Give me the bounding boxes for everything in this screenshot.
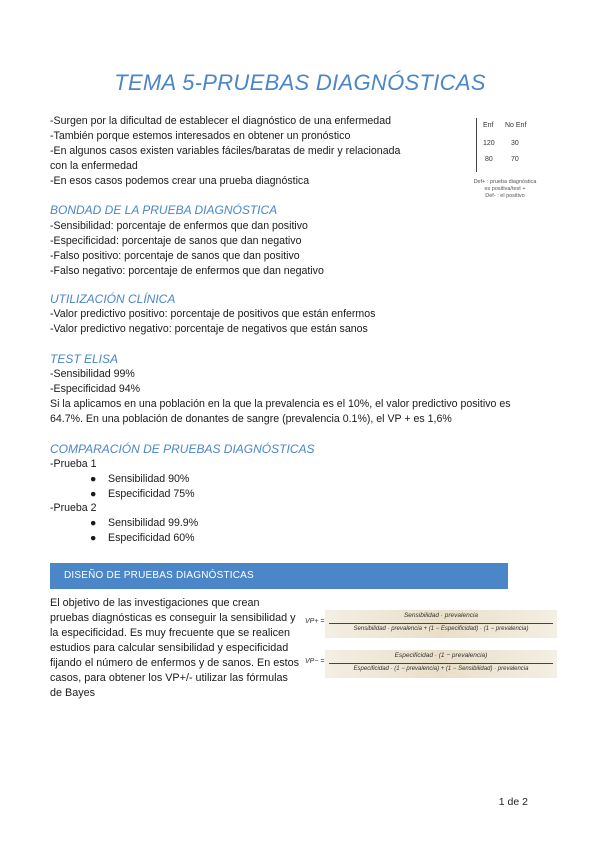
- intro-line: -También porque estemos interesados en obtener un pronóstico: [50, 130, 351, 142]
- formula-denominator: Especificidad · (1 − prevalencia) + (1 − Sensibilidad) · prevalencia: [353, 666, 529, 672]
- caption-line: Def+ : prueba diagnóstica: [473, 179, 537, 185]
- utilizacion-item: -Valor predictivo positivo: porcentaje de positivos que están enfermos: [50, 308, 376, 320]
- elisa-item: Si la aplicamos en una población en la que la prevalencia es el 10%, el valor predictivo positivo es: [50, 398, 511, 410]
- formula-vp-positive: [305, 610, 555, 640]
- contingency-table: [476, 118, 543, 172]
- table-cell: 120: [483, 140, 495, 147]
- table-cell: 30: [511, 140, 519, 147]
- diseno-paragraph: El objetivo de las investigaciones que crean pruebas diagnósticas es conseguir la sensibilidad y la especificidad. Es muy frecuente que se realicen estudios para calcular sensibilidad y especificidad fijando el número de enfermos y de sanos. En estos casos, para obtener los VP+/- utilizar las fórmulas de Bayes: [50, 597, 300, 699]
- caption-line: es positiva/test +: [484, 186, 526, 192]
- formula-lhs: VP+ =: [305, 618, 325, 625]
- list-item: ● Sensibilidad 90%: [90, 473, 190, 485]
- fraction-bar: [329, 623, 553, 624]
- table-header-cell: Enf: [483, 122, 494, 129]
- list-item: ● Especificidad 75%: [90, 488, 195, 500]
- elisa-item: -Sensibilidad 99%: [50, 368, 135, 380]
- list-item: ● Sensibilidad 99.9%: [90, 517, 199, 529]
- intro-line: -En esos casos podemos crear una prueba diagnóstica: [50, 175, 310, 187]
- intro-line: -Surgen por la dificultad de establecer el diagnóstico de una enfermedad: [50, 115, 391, 127]
- bullet-icon: ●: [90, 517, 97, 529]
- fraction-bar: [329, 663, 553, 664]
- section-band-diseno: [50, 563, 508, 589]
- section-heading-utilizacion: UTILIZACIÓN CLÍNICA: [50, 292, 176, 306]
- table-cell: 80: [485, 156, 493, 163]
- formula-denominator: Sensibilidad · prevalencia + (1 − Especificidad) · (1 − prevalencia): [353, 626, 529, 632]
- band-title: DISEÑO DE PRUEBAS DIAGNÓSTICAS: [64, 570, 254, 581]
- page-number: 1 de 2: [498, 796, 528, 808]
- prueba-label: -Prueba 2: [50, 502, 97, 514]
- table-caption: [450, 179, 560, 200]
- utilizacion-item: -Valor predictivo negativo: porcentaje de negativos que están sanos: [50, 323, 368, 335]
- bondad-item: -Especificidad: porcentaje de sanos que dan negativo: [50, 235, 302, 247]
- caption-line: Def- : el positivo: [485, 193, 525, 199]
- intro-line: -En algunos casos existen variables fáciles/baratas de medir y relacionada: [50, 145, 401, 157]
- formula-numerator: Especificidad · (1 − prevalencia): [394, 652, 488, 659]
- bullet-icon: ●: [90, 473, 97, 485]
- formula-vp-negative: [305, 650, 555, 680]
- elisa-item: 64.7%. En una población de donantes de sangre (prevalencia 0.1%), el VP + es 1,6%: [50, 413, 452, 425]
- prueba-label: -Prueba 1: [50, 458, 97, 470]
- page-title: TEMA 5-PRUEBAS DIAGNÓSTICAS: [114, 70, 486, 95]
- formula-numerator: Sensibilidad · prevalencia: [403, 612, 479, 619]
- section-heading-elisa: TEST ELISA: [50, 352, 119, 366]
- table-header-cell: No Enf: [505, 122, 527, 129]
- bullet-icon: ●: [90, 532, 97, 544]
- bondad-item: -Falso positivo: porcentaje de sanos que dan positivo: [50, 250, 300, 262]
- section-heading-comparacion: COMPARACIÓN DE PRUEBAS DIAGNÓSTICAS: [50, 442, 315, 456]
- bondad-item: -Sensibilidad: porcentaje de enfermos que dan positivo: [50, 220, 308, 232]
- elisa-item: -Especificidad 94%: [50, 383, 141, 395]
- bullet-icon: ●: [90, 488, 97, 500]
- table-cell: 70: [511, 156, 519, 163]
- intro-line: con la enfermedad: [50, 160, 138, 172]
- list-item: ● Especificidad 60%: [90, 532, 195, 544]
- section-heading-bondad: BONDAD DE LA PRUEBA DIAGNÓSTICA: [50, 203, 278, 217]
- bondad-item: -Falso negativo: porcentaje de enfermos que dan negativo: [50, 265, 324, 277]
- formula-lhs: VP− =: [305, 658, 325, 665]
